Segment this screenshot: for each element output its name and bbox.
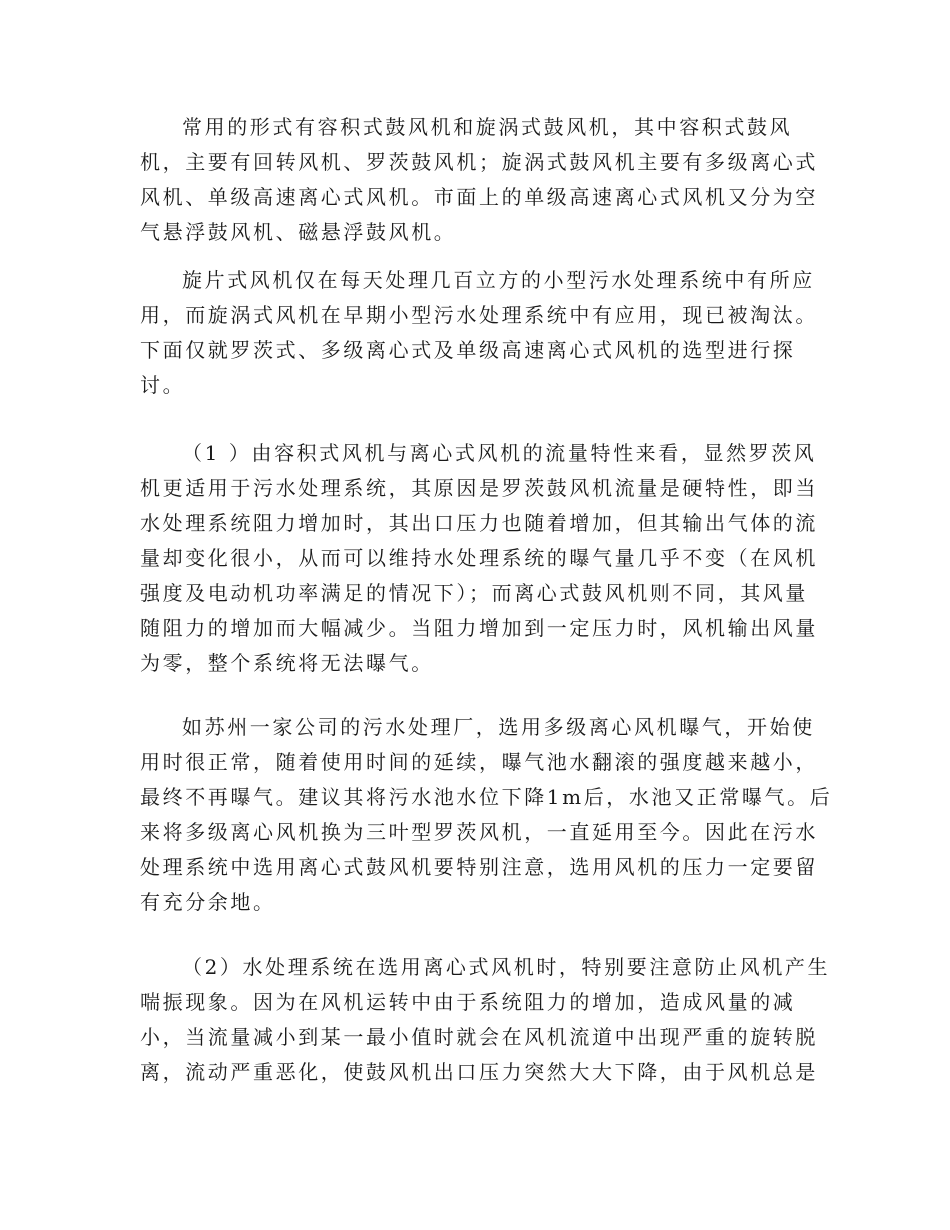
text-line: 机，主要有回转风机、罗茨鼓风机；旋涡式鼓风机主要有多级离心式 (140, 150, 818, 174)
text-line: 喘振现象。因为在风机运转中由于系统阻力的增加，造成风量的减 (140, 990, 796, 1014)
paragraph-blower-types (140, 110, 820, 250)
paragraph-surge (140, 950, 831, 1090)
text-line: 讨。 (140, 373, 186, 397)
text-line: 小，当流量减小到某一最小值时就会在风机流道中出现严重的旋转脱 (140, 1025, 818, 1049)
text-line: 旋片式风机仅在每天处理几百立方的小型污水处理系统中有所应 (182, 268, 815, 292)
text-line: 有充分余地。 (140, 890, 276, 914)
text-line: （2）水处理系统在选用离心式风机时，特别要注意防止风机产生 (182, 955, 831, 979)
text-line: 用，而旋涡式风机在早期小型污水处理系统中有应用，现已被淘汰。 (140, 303, 818, 327)
text-line: （1 ）由容积式风机与离心式风机的流量特性来看，显然罗茨风 (182, 441, 817, 465)
paragraph-flow-characteristics (140, 436, 820, 681)
text-line: 下面仅就罗茨式、多级离心式及单级高速离心式风机的选型进行探 (140, 338, 796, 362)
text-line: 用时很正常，随着使用时间的延续，曝气池水翻滚的强度越来越小， (140, 750, 818, 774)
text-line: 量却变化很小，从而可以维持水处理系统的曝气量几乎不变（在风机 (140, 546, 818, 570)
text-line: 来将多级离心风机换为三叶型罗茨风机，一直延用至今。因此在污水 (140, 820, 818, 844)
text-line: 处理系统中选用离心式鼓风机要特别注意，选用风机的压力一定要留 (140, 855, 818, 879)
text-line: 最终不再曝气。建议其将污水池水位下降1m后，水池又正常曝气。后 (140, 785, 833, 809)
paragraph-suzhou-case (140, 710, 833, 920)
text-line: 强度及电动机功率满足的情况下）；而离心式鼓风机则不同，其风量 (140, 581, 808, 605)
text-line: 离，流动严重恶化，使鼓风机出口压力突然大大下降，由于风机总是 (140, 1060, 818, 1084)
text-line: 风机、单级高速离心式风机。市面上的单级高速离心式风机又分为空 (140, 185, 818, 209)
text-line: 随阻力的增加而大幅减少。当阻力增加到一定压力时，风机输出风量 (140, 616, 818, 640)
text-line: 为零，整个系统将无法曝气。 (140, 651, 434, 675)
text-line: 水处理系统阻力增加时，其出口压力也随着增加，但其输出气体的流 (140, 511, 818, 535)
text-line: 常用的形式有容积式鼓风机和旋涡式鼓风机，其中容积式鼓风 (182, 115, 793, 139)
text-line: 如苏州一家公司的污水处理厂，选用多级离心风机曝气，开始使 (182, 715, 815, 739)
paragraph-rotary-vane (140, 263, 820, 403)
text-line: 机更适用于污水处理系统，其原因是罗茨鼓风机流量是硬特性，即当 (140, 476, 818, 500)
text-line: 气悬浮鼓风机、磁悬浮鼓风机。 (140, 220, 457, 244)
